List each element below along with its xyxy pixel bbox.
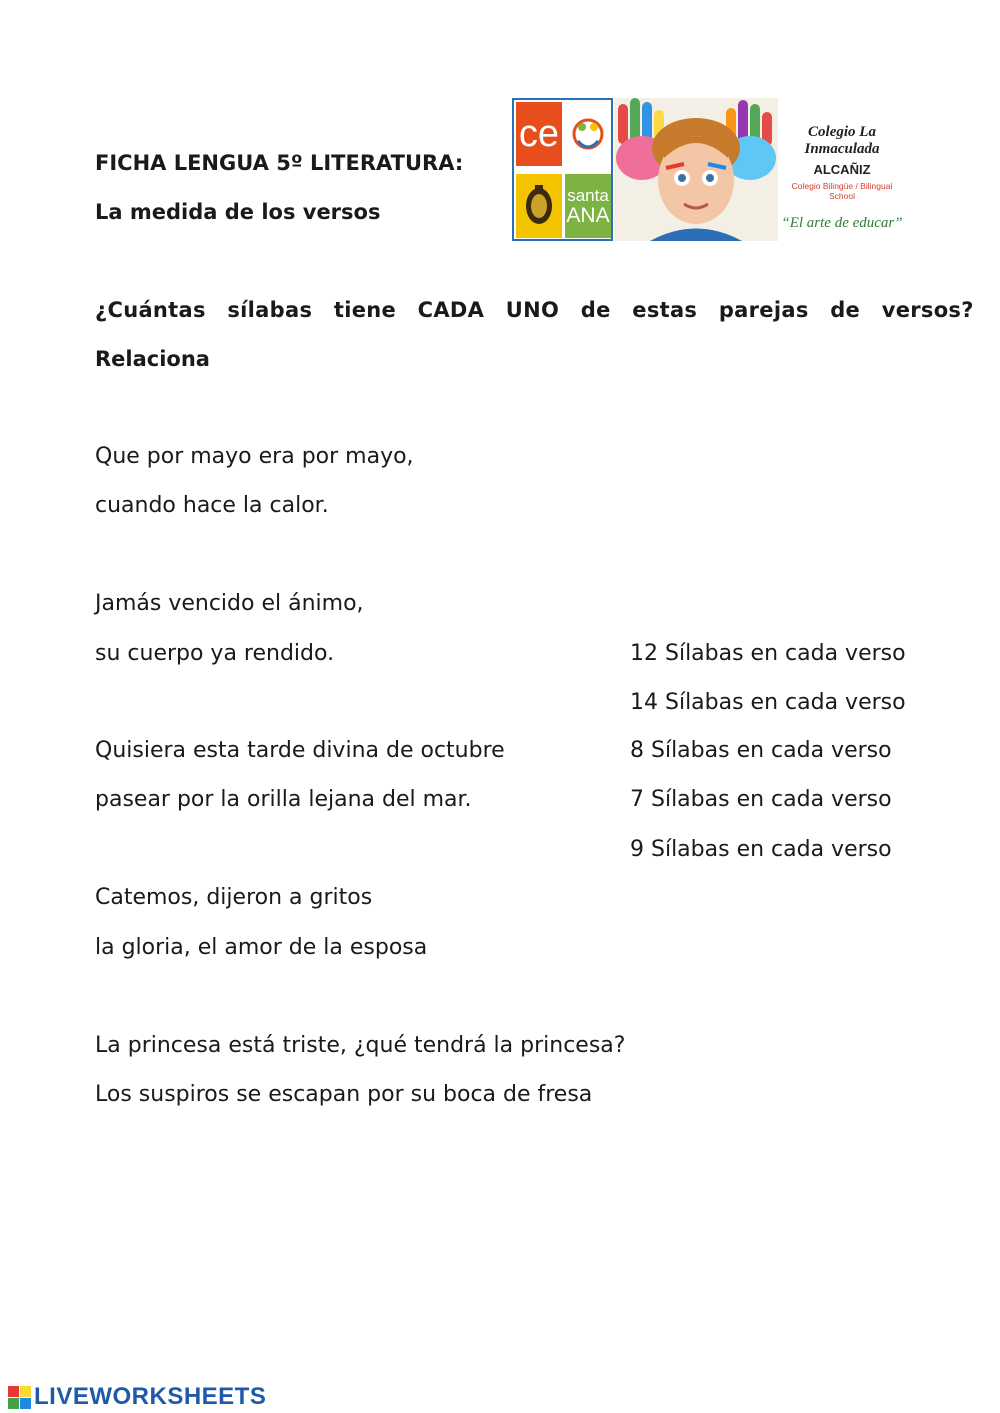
ce-santa-ana-logo (512, 98, 613, 241)
verse-5a: La princesa está triste, ¿qué tendrá la princesa? (95, 1033, 626, 1058)
verse-2b: su cuerpo ya rendido. (95, 641, 335, 666)
liveworksheets-brand[interactable]: LIVEWORKSHEETS (34, 1383, 267, 1410)
option-12-syllables[interactable]: 12 Sílabas en cada verso (630, 641, 906, 666)
option-14-syllables[interactable]: 14 Sílabas en cada verso (630, 690, 906, 715)
verse-4a: Catemos, dijeron a gritos (95, 885, 373, 910)
verse-3a: Quisiera esta tarde divina de octubre (95, 738, 505, 763)
verse-1a: Que por mayo era por mayo, (95, 444, 414, 469)
ana-label: ANA (566, 204, 610, 227)
santa-label: santa (567, 186, 609, 205)
crest-icon (516, 174, 562, 238)
colegio-inmaculada-text (780, 98, 904, 241)
option-8-syllables[interactable]: 8 Sílabas en cada verso (630, 738, 892, 763)
liveworksheets-logo-icon (8, 1386, 31, 1409)
colegio-name: Colegio La Inmaculada (804, 124, 880, 157)
verse-4b: la gloria, el amor de la esposa (95, 935, 428, 960)
question-text: ¿Cuántas sílabas tiene CADA UNO de estas parejas de versos? (95, 298, 974, 322)
colorful-figure-icon (565, 102, 611, 166)
colegio-city: ALCAÑIZ (813, 162, 871, 177)
ce-logo-tile: ce (516, 102, 562, 166)
option-9-syllables[interactable]: 9 Sílabas en cada verso (630, 837, 892, 862)
question-line-1 (95, 297, 974, 323)
verse-5b: Los suspiros se escapan por su boca de fresa (95, 1082, 593, 1107)
colegio-motto: “El arte de educar” (781, 215, 903, 231)
liveworksheets-footer (8, 1383, 266, 1411)
verse-2a: Jamás vencido el ánimo, (95, 591, 364, 616)
santa-ana-tile (565, 174, 611, 238)
option-7-syllables[interactable]: 7 Sílabas en cada verso (630, 787, 892, 812)
verse-1b: cuando hace la calor. (95, 493, 329, 518)
question-instruction: Relaciona (95, 347, 210, 371)
child-painted-hands-photo (614, 98, 778, 241)
worksheet-title: FICHA LENGUA 5º LITERATURA: (95, 151, 464, 175)
worksheet-subtitle: La medida de los versos (95, 200, 381, 224)
verse-3b: pasear por la orilla lejana del mar. (95, 787, 472, 812)
school-logo-banner (512, 98, 904, 242)
colegio-tagline: Colegio Bilingüe / Bilingual School (791, 181, 893, 201)
